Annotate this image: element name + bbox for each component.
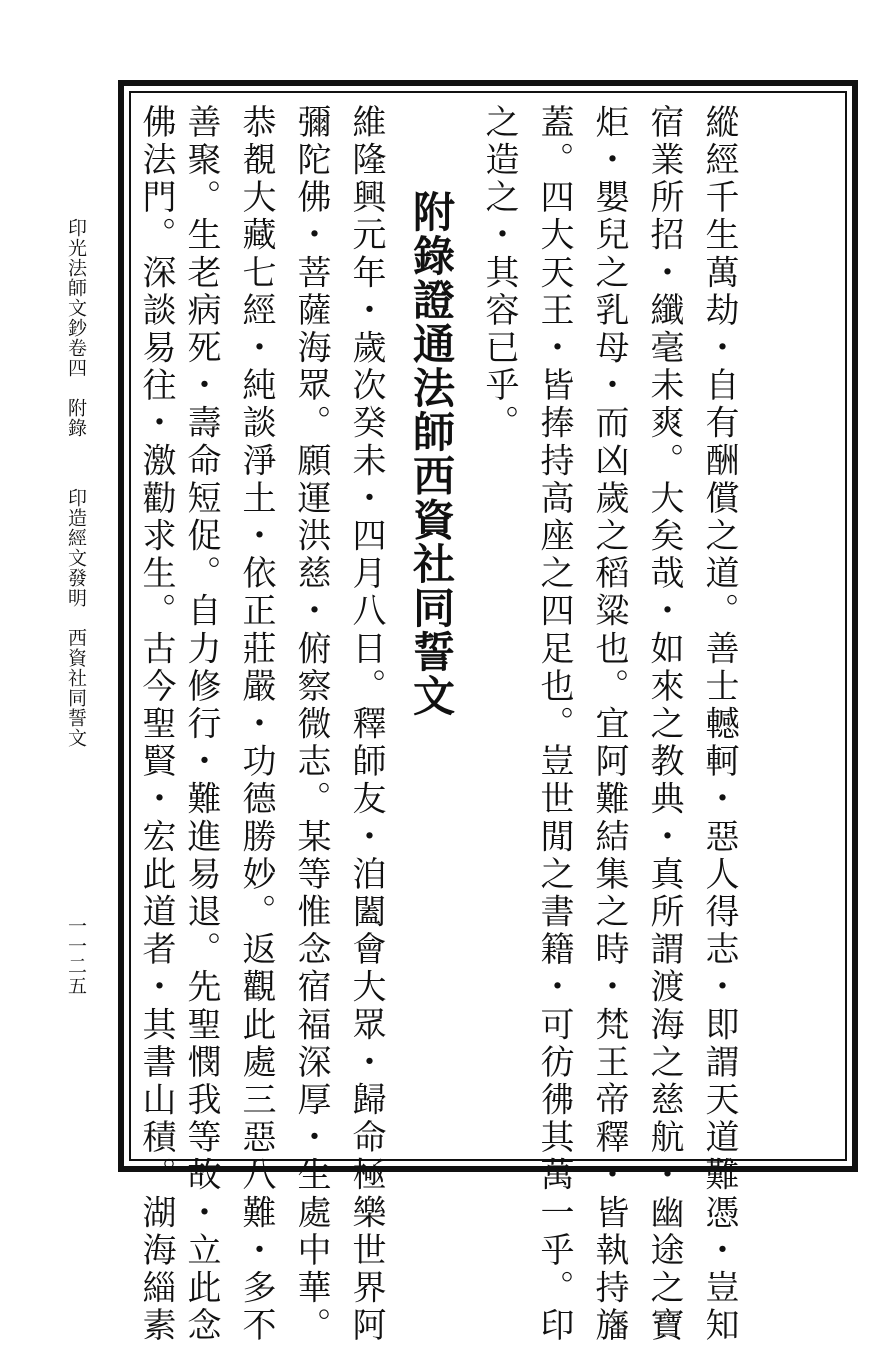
page-number: 一一二五	[65, 916, 87, 996]
text-column-5: 之造之・其容已乎。	[479, 104, 519, 443]
text-column-9: 善聚。生老病死・壽命短促。自力修行・難進易退。先聖憫我等故・立此念	[181, 104, 221, 1345]
text-column-7: 彌陀佛・菩薩海眾。願運洪慈・俯察微志。某等惟念宿福深厚・生處中華。	[291, 104, 331, 1345]
running-header-book-section: 印光法師文鈔卷四 附錄	[65, 218, 87, 438]
text-column-10: 佛法門。深談易往・激勸求生。古今聖賢・宏此道者・其書山積。湖海緇素	[136, 104, 176, 1345]
section-heading: 附錄證通法師西資社同誓文	[407, 190, 456, 718]
text-column-3: 炬・嬰兒之乳母・而凶歲之稻粱也。宜阿難結集之時・梵王帝釋・皆執持旛	[589, 104, 629, 1345]
text-column-4: 蓋。四大天王・皆捧持高座之四足也。豈世閒之書籍・可彷彿其萬一乎。印	[534, 104, 574, 1345]
text-column-8: 恭覩大藏七經・純談淨土・依正莊嚴・功德勝妙。返觀此處三惡八難・多不	[236, 104, 276, 1345]
text-column-1: 縱經千生萬劫・自有酬償之道。善士轗軻・惡人得志・即謂天道難憑・豈知	[699, 104, 739, 1345]
running-header-article-titles: 印造經文發明 西資社同誓文	[65, 488, 87, 748]
text-column-6: 維隆興元年・歲次癸未・四月八日。釋師友・洎闔會大眾・歸命極樂世界阿	[346, 104, 386, 1345]
text-column-2: 宿業所招・纖毫未爽。大矣哉・如來之教典・真所謂渡海之慈航・幽途之寶	[644, 104, 684, 1345]
